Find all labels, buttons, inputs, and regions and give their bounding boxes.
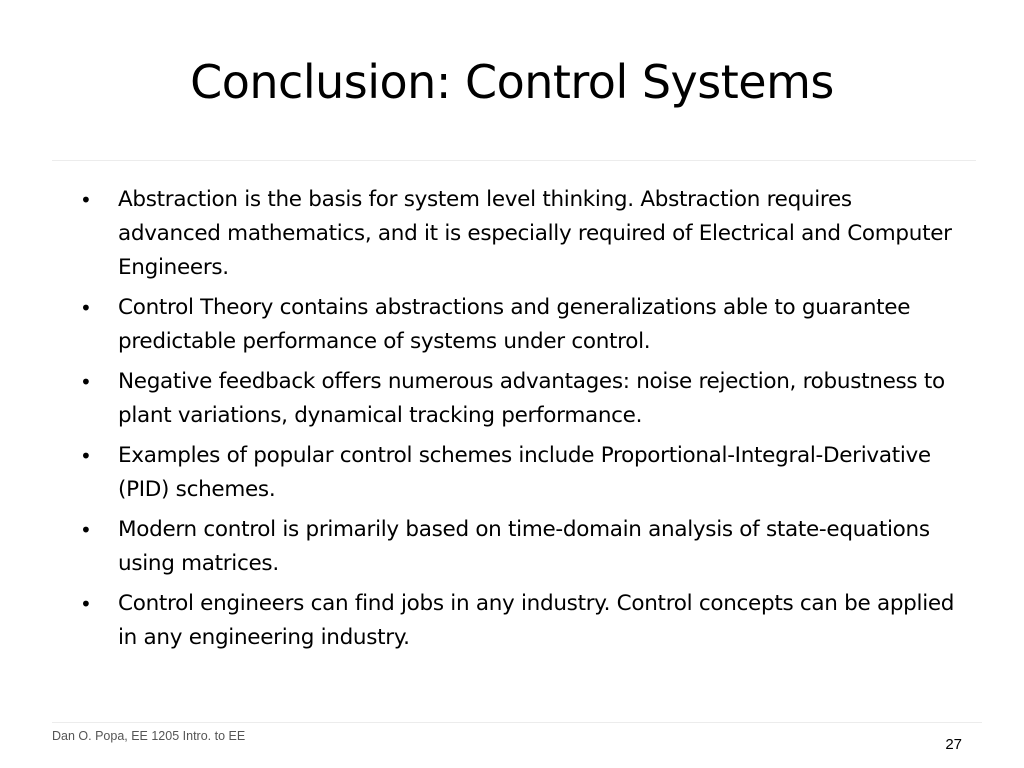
footer-divider (52, 722, 982, 723)
page-number: 27 (945, 736, 962, 753)
bullet-icon: • (80, 296, 92, 320)
footer-author: Dan O. Popa, EE 1205 Intro. to EE (52, 729, 246, 743)
bullet-text: Control engineers can find jobs in any industry. Control concepts can be applied in any engineering industry. (118, 591, 955, 650)
bullet-item (78, 365, 958, 433)
bullet-item (78, 439, 958, 507)
bullet-icon: • (80, 592, 92, 616)
bullet-icon: • (80, 444, 92, 468)
bullet-text: Negative feedback offers numerous advantages: noise rejection, robustness to plant variations, dynamical tracking performance. (118, 369, 945, 428)
slide-title: Conclusion: Control Systems (190, 55, 834, 109)
bullet-icon: • (80, 370, 92, 394)
bullet-text: Abstraction is the basis for system level thinking. Abstraction requires advanced mathematics, and it is especially required of Electrical and Computer Engineers. (118, 187, 952, 280)
bullet-icon: • (80, 188, 92, 212)
bullet-item (78, 291, 958, 359)
title-divider (52, 160, 976, 161)
bullet-text: Modern control is primarily based on time-domain analysis of state-equations using matrices. (118, 517, 930, 576)
bullet-text: Examples of popular control schemes include Proportional-Integral-Derivative (PID) schemes. (118, 443, 931, 502)
bullet-item (78, 183, 958, 285)
bullet-icon: • (80, 518, 92, 542)
bullet-item (78, 587, 958, 655)
bullet-item (78, 513, 958, 581)
bullet-text: Control Theory contains abstractions and generalizations able to guarantee predictable performance of systems under control. (118, 295, 911, 354)
bullet-list (78, 183, 958, 661)
